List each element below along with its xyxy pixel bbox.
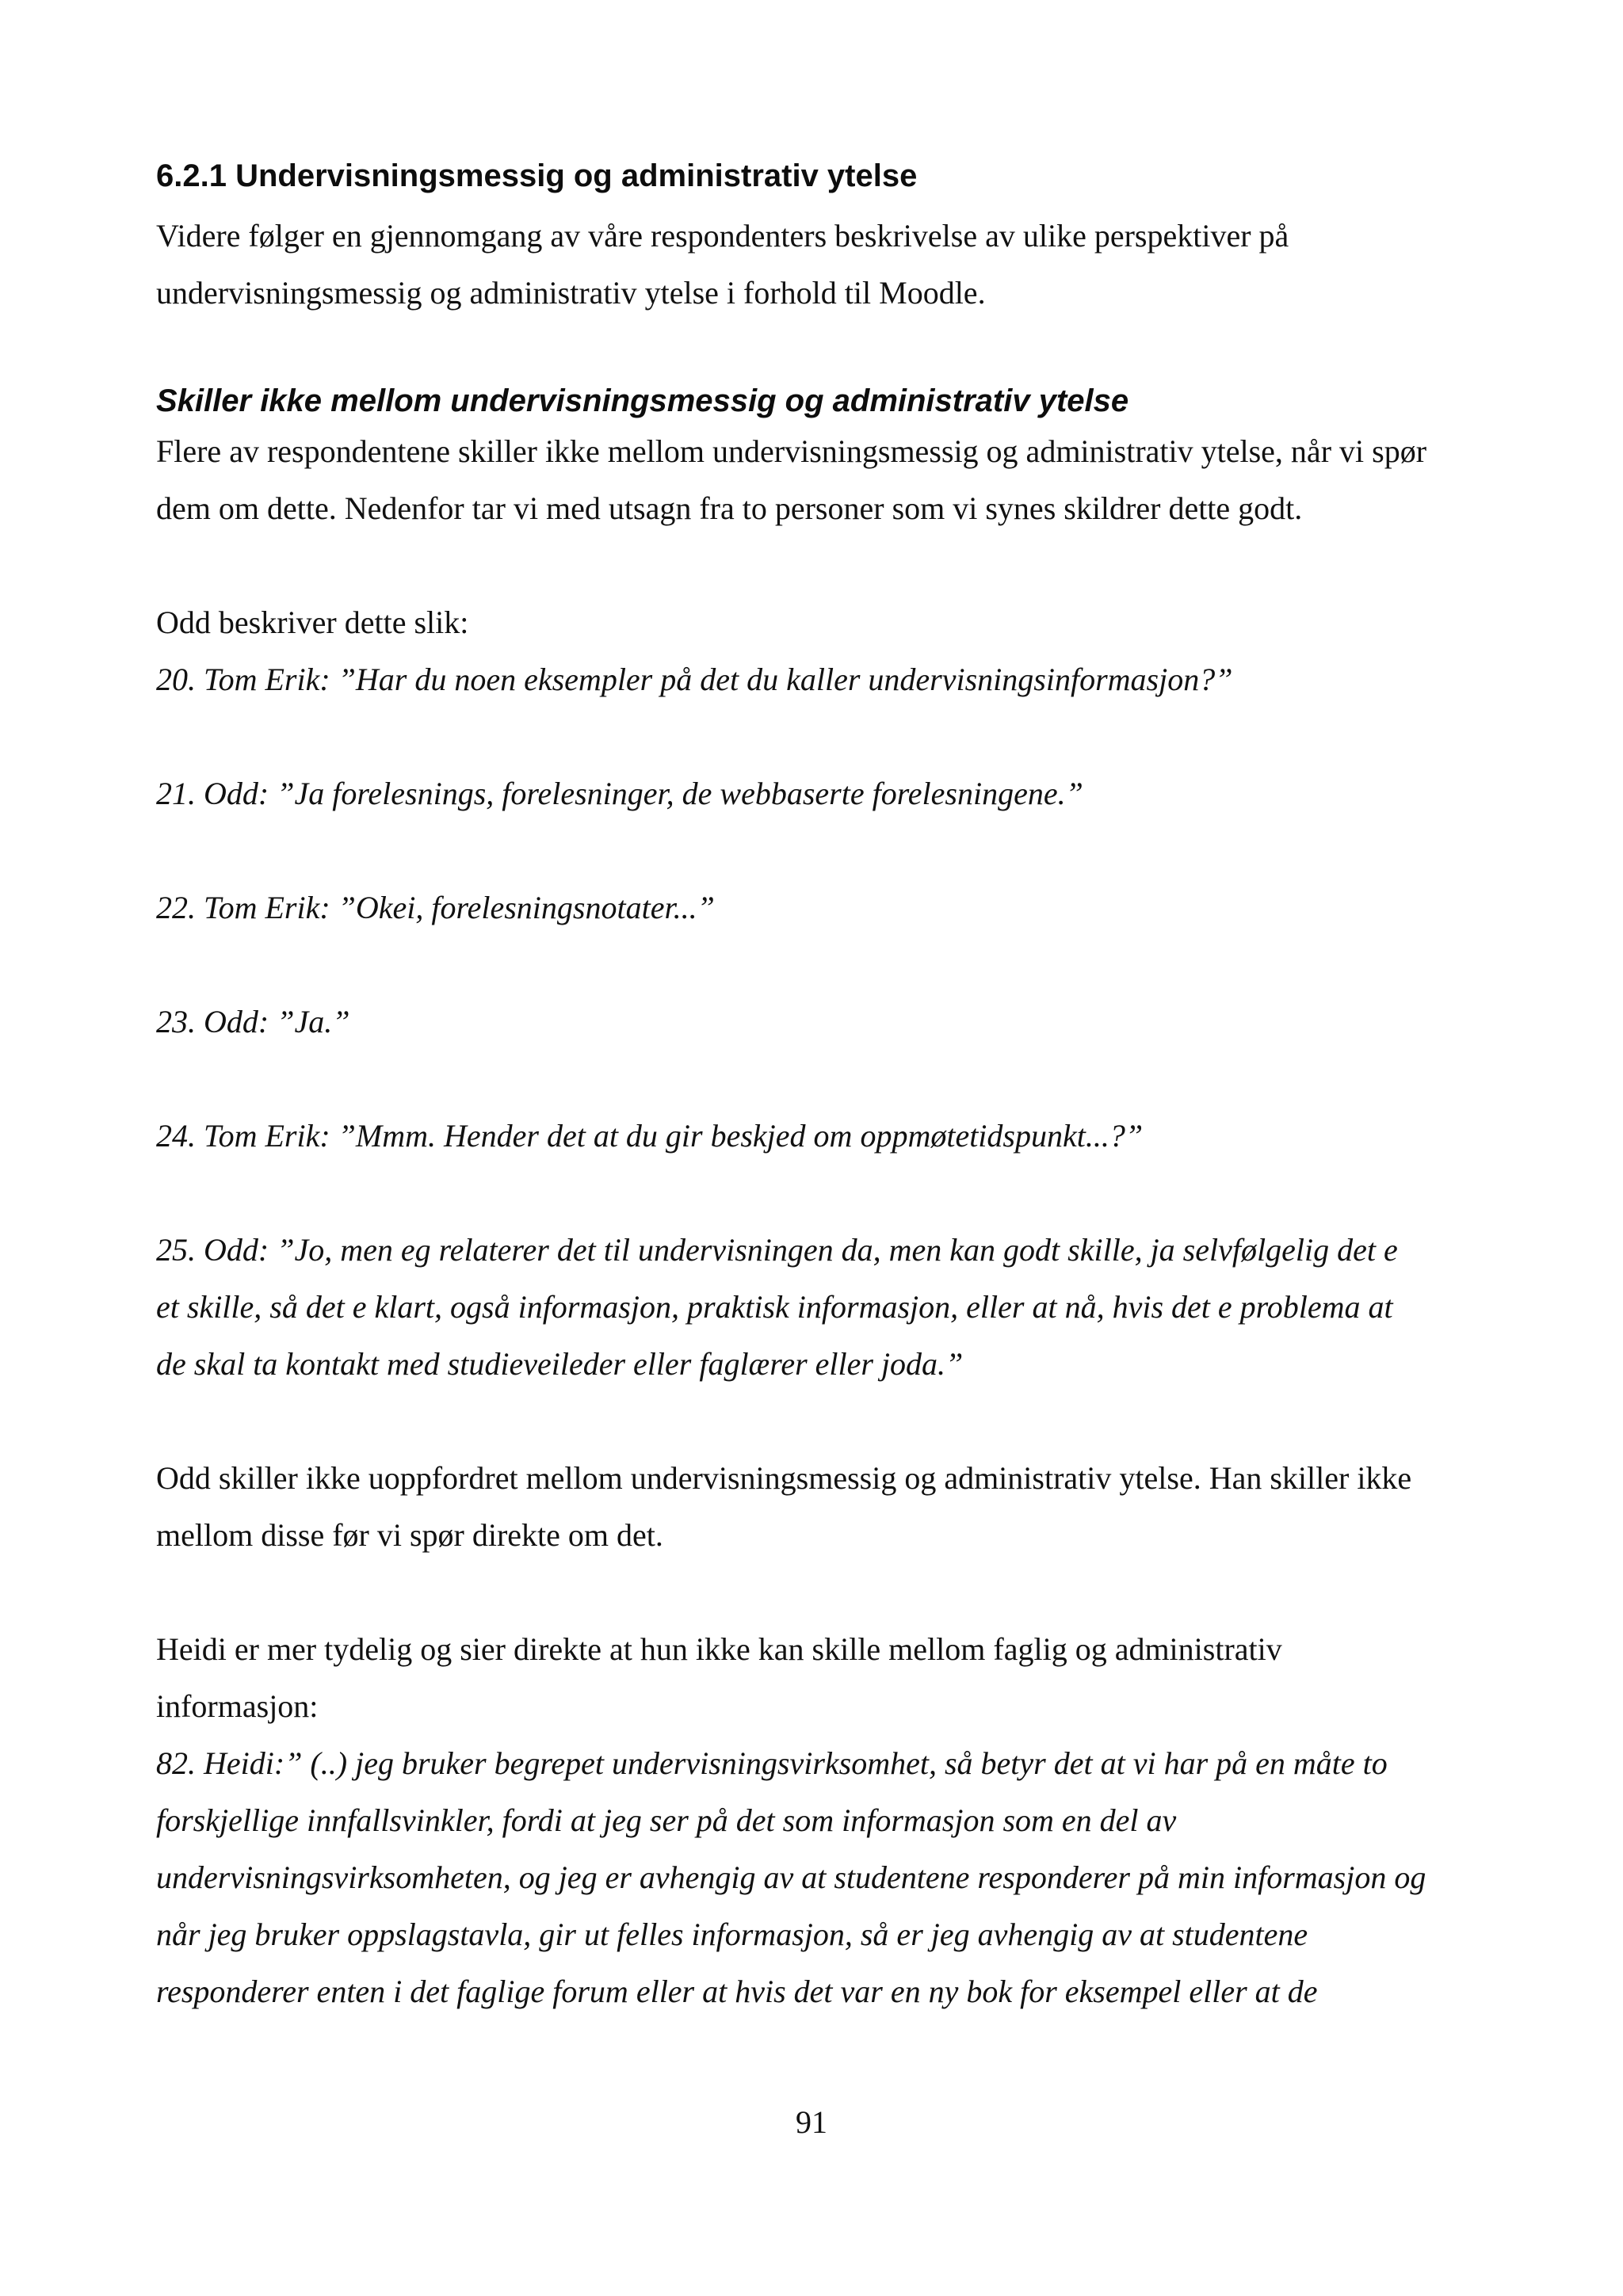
spacer (156, 1564, 1487, 1621)
interview-quote-24: 24. Tom Erik: ”Mmm. Hender det at du gir beskjed om oppmøtetidspunkt...?” (156, 1118, 1144, 1154)
section-intro (156, 208, 1487, 322)
body-line: mellom disse før vi spør direkte om det. (156, 1517, 663, 1553)
quote-line: de skal ta kontakt med studieveileder eller faglærer eller joda.” (156, 1346, 964, 1382)
quote-line: 82. Heidi:” (..) jeg bruker begrepet undervisningsvirksomhet, så betyr det at vi har på en måte to (156, 1745, 1388, 1781)
interview-quote-23: 23. Odd: ”Ja.” (156, 1004, 350, 1039)
spacer (156, 1051, 1487, 1108)
body-line: Odd skiller ikke uoppfordret mellom undervisningsmessig og administrativ ytelse. Han skiller ikke (156, 1460, 1412, 1496)
interview-quote-21: 21. Odd: ”Ja forelesnings, forelesninger, de webbaserte forelesningene.” (156, 776, 1083, 811)
interview-quote-25 (156, 1222, 1487, 1393)
interview-quote-22: 22. Tom Erik: ”Okei, forelesningsnotater...” (156, 890, 715, 925)
body-line: informasjon: (156, 1688, 319, 1724)
spacer (156, 537, 1487, 594)
spacer (156, 822, 1487, 879)
spacer (156, 322, 1487, 379)
interview-quote-82 (156, 1735, 1487, 2020)
quote-line: undervisningsvirksomheten, og jeg er avhengig av at studentene responderer på min informasjon og (156, 1859, 1426, 1895)
body-line: undervisningsmessig og administrativ ytelse i forhold til Moodle. (156, 275, 986, 311)
body-line: Videre følger en gjennomgang av våre respondenters beskrivelse av ulike perspektiver på (156, 218, 1289, 254)
body-line: dem om dette. Nedenfor tar vi med utsagn fra to personer som vi synes skildrer dette godt. (156, 490, 1303, 526)
section-heading: 6.2.1 Undervisningsmessig og administrativ ytelse (156, 158, 918, 193)
odd-intro: Odd beskriver dette slik: (156, 605, 469, 640)
interview-quote-20: 20. Tom Erik: ”Har du noen eksempler på det du kaller undervisningsinformasjon?” (156, 662, 1233, 697)
quote-line: 25. Odd: ”Jo, men eg relaterer det til undervisningen da, men kan godt skille, ja selvfølgelig det e (156, 1232, 1398, 1268)
spacer (156, 708, 1487, 765)
body-line: Flere av respondentene skiller ikke mellom undervisningsmessig og administrativ ytelse, når vi spør (156, 433, 1427, 469)
quote-line: responderer enten i det faglige forum eller at hvis det var en ny bok for eksempel eller at de (156, 1974, 1318, 2009)
spacer (156, 1393, 1487, 1450)
page-content (156, 154, 1487, 2020)
subsection-heading: Skiller ikke mellom undervisningsmessig og administrativ ytelse (156, 383, 1129, 418)
heidi-intro (156, 1621, 1487, 1735)
page-number: 91 (796, 2104, 827, 2140)
quote-line: forskjellige innfallsvinkler, fordi at jeg ser på det som informasjon som en del av (156, 1802, 1177, 1838)
quote-line: når jeg bruker oppslagstavla, gir ut felles informasjon, så er jeg avhengig av at studentene (156, 1917, 1308, 1952)
subsection-paragraph (156, 423, 1487, 537)
spacer (156, 936, 1487, 994)
body-line: Heidi er mer tydelig og sier direkte at hun ikke kan skille mellom faglig og administrativ (156, 1631, 1282, 1667)
spacer (156, 1165, 1487, 1222)
odd-summary (156, 1450, 1487, 1564)
quote-line: et skille, så det e klart, også informasjon, praktisk informasjon, eller at nå, hvis det e problema at (156, 1289, 1393, 1325)
